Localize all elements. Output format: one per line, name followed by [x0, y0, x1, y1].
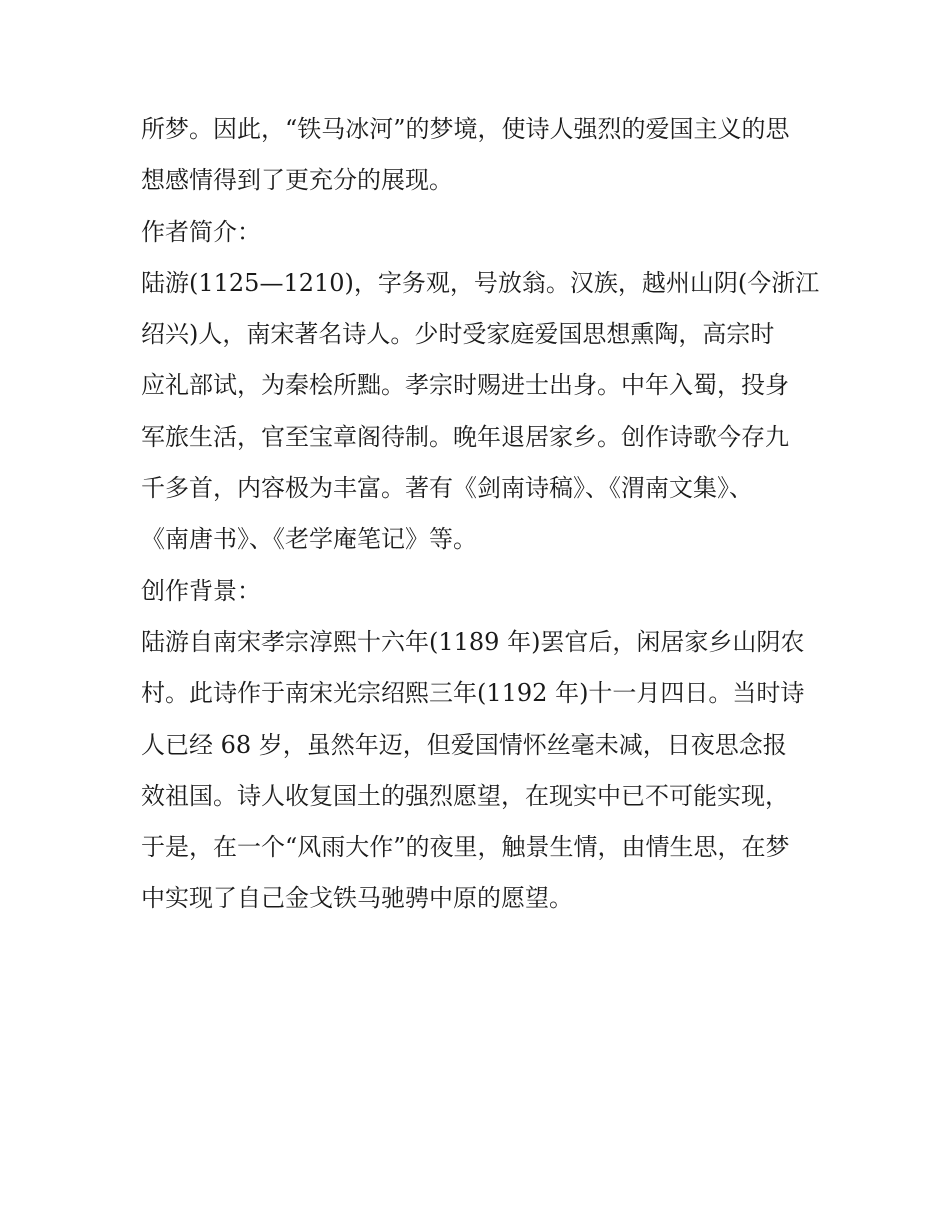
paragraph-line: 人已经 68 岁，虽然年迈，但爱国情怀丝毫未减，日夜思念报: [141, 730, 787, 759]
paragraph-line: 所梦。因此，“铁马冰河”的梦境，使诗人强烈的爱国主义的思: [141, 115, 790, 143]
document-body: [141, 104, 821, 925]
paragraph-line: 效祖国。诗人收复国土的强烈愿望，在现实中已不可能实现，: [141, 781, 789, 810]
paragraph-line: 千多首，内容极为丰富。著有《剑南诗稿》、《渭南文集》、: [141, 474, 753, 503]
paragraph-line: 军旅生活，官至宝章阁待制。晚年退居家乡。创作诗歌今存九: [141, 422, 789, 451]
section-heading-background: 创作背景：: [141, 576, 261, 605]
paragraph-line: 《南唐书》、《老学庵笔记》等。: [141, 525, 477, 554]
paragraph-line: 陆游自南宋孝宗淳熙十六年(1189 年)罢官后，闲居家乡山阴农: [141, 627, 805, 656]
paragraph-line: 应礼部试，为秦桧所黜。孝宗时赐进士出身。中年入蜀，投身: [141, 371, 789, 400]
section-heading-author: 作者简介：: [141, 217, 261, 246]
paragraph-line: 于是，在一个“风雨大作”的夜里，触景生情，由情生思，在梦: [141, 833, 790, 862]
paragraph-line: 陆游(1125—1210)，字务观，号放翁。汉族，越州山阴(今浙江: [141, 268, 820, 297]
paragraph-line: 中实现了自己金戈铁马驰骋中原的愿望。: [141, 884, 573, 913]
paragraph-line: 村。此诗作于南宋光宗绍熙三年(1192 年)十一月四日。当时诗: [141, 679, 805, 708]
paragraph-line: 想感情得到了更充分的展现。: [141, 166, 453, 195]
paragraph-line: 绍兴)人，南宋著名诗人。少时受家庭爱国思想熏陶，高宗时: [141, 320, 775, 349]
